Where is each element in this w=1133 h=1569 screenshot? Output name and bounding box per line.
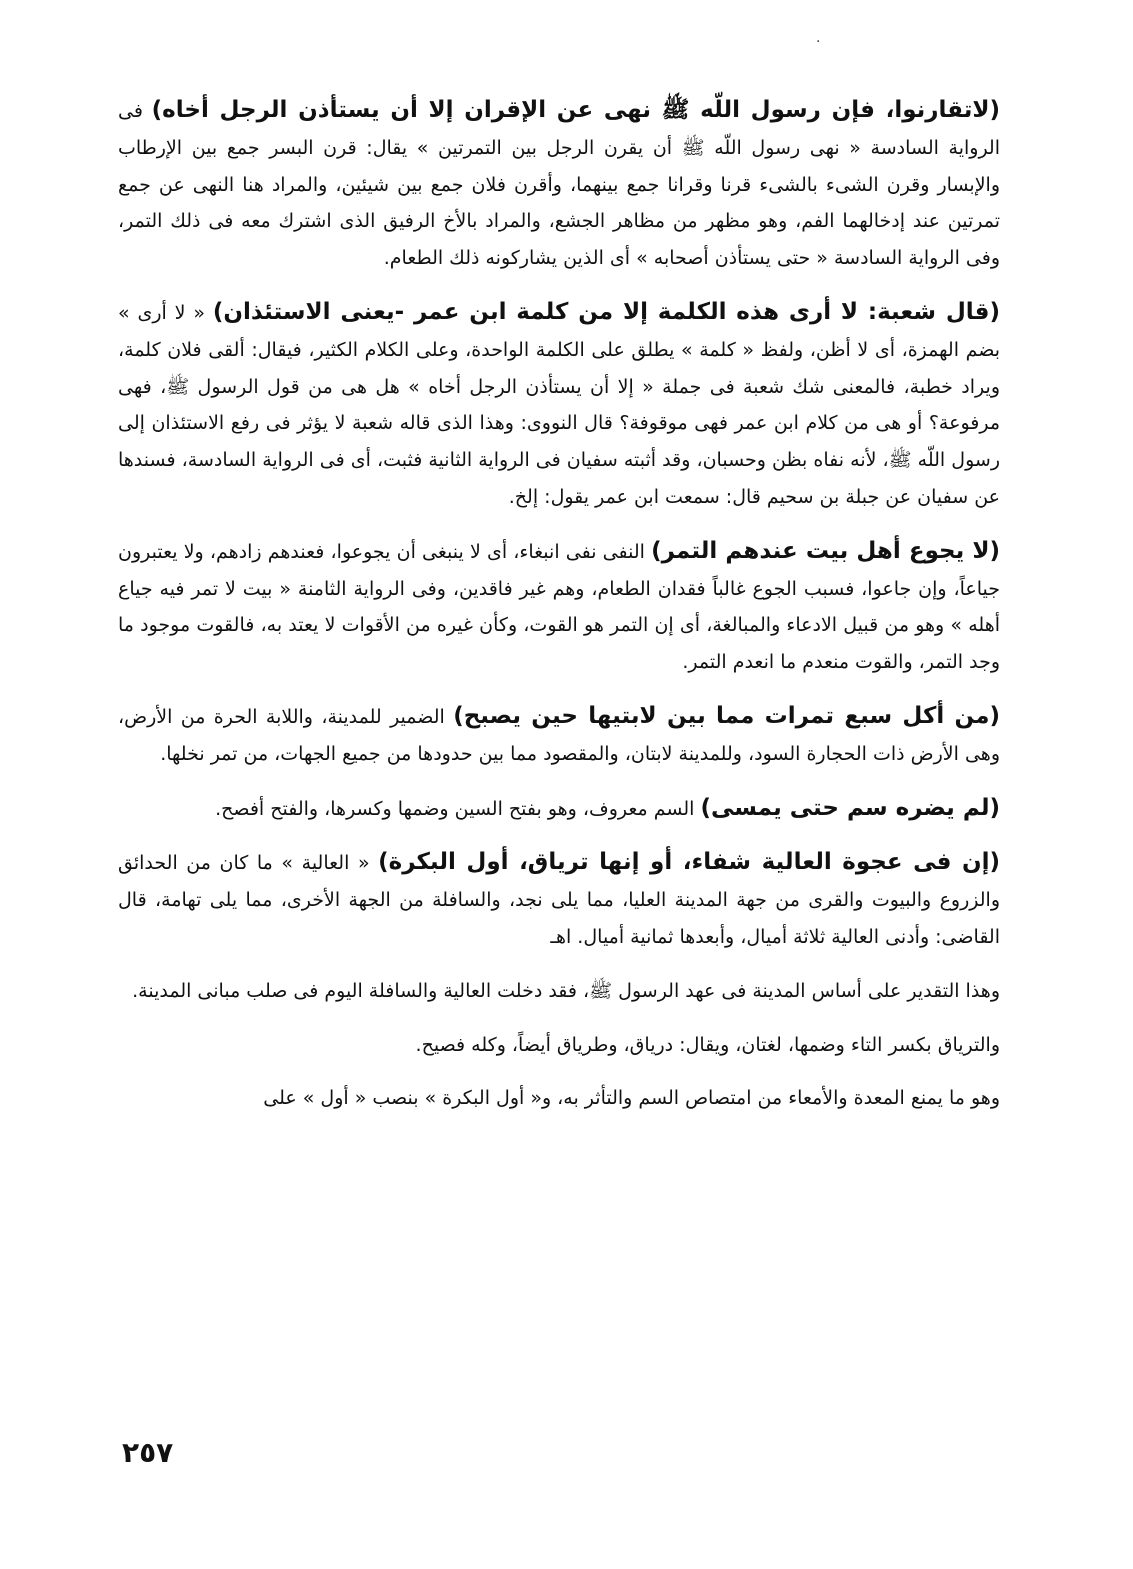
- paragraph-tamr: [118, 533, 1000, 681]
- paragraph-sab-tamarat: [118, 698, 1000, 773]
- page-number: ٢٥٧: [122, 1436, 174, 1469]
- paragraph-body: « العالية » ما كان من الحدائق والزروع والبيوت والقرى من جهة المدينة العليا، مما يلى نجد، والسافلة من الجهة الأخرى، مما يلى تهامة، قال القاضى: وأدنى العالية ثلاثة أميال، وأبعدها ثمانية أميال. اهـ: [118, 852, 1000, 948]
- paragraph-body: فى الرواية السادسة « نهى رسول اللّه ﷺ أن يقرن الرجل بين التمرتين » يقال: قرن البسر جمع بين الإرطاب والإبسار وقرن الشىء بالشىء قرنا وقرانا جمع بينهما، وأقرن فلان جمع بين شيئين، والمراد هنا النهى عن جمع تمرتين عند إدخالهما الفم، وهو مظهر من مظاهر الجشع، والمراد بالأخ الرفيق الذى اشترك معه فى ذلك التمر، وفى الرواية السادسة « حتى يستأذن أصحابه » أى الذين يشاركونه ذلك الطعام.: [118, 100, 1000, 270]
- paragraph-body: النفى نفى انبغاء، أى لا ينبغى أن يجوعوا، فعندهم زادهم، ولا يعتبرون جياعاً، وإن جاعوا، فسبب الجوع غالباً فقدان الطعام، وهم غير فاقدين، وفى الرواية الثامنة « بيت لا تمر فيه جياع أهله » وهو من قبيل الادعاء والمبالغة، أى إن التمر هو القوت، وكأن غيره من الأقوات لا يعتد به، فالقوت موجود ما وجد التمر، والقوت منعدم ما انعدم التمر.: [118, 540, 1000, 674]
- commentary-text: [118, 92, 1000, 1117]
- paragraph-body: والترياق بكسر التاء وضمها، لغتان، ويقال: درياق، وطرياق أيضاً، وكله فصيح.: [415, 1033, 1000, 1056]
- paragraph-body: وهذا التقدير على أساس المدينة فى عهد الرسول ﷺ، فقد دخلت العالية والسافلة اليوم فى صلب مبانى المدينة.: [132, 979, 1000, 1002]
- paragraph-tiryaq: [118, 1027, 1000, 1064]
- paragraph-body: الضمير للمدينة، واللابة الحرة من الأرض، وهى الأرض ذات الحجارة السود، وللمدينة لابتان، والمقصود مما بين حدودها من جميع الجهات، من تمر نخلها.: [118, 705, 1000, 765]
- hadith-heading: (لم يضره سم حتى يمسى): [700, 794, 1000, 821]
- hadith-heading: (إن فى عجوة العالية شفاء، أو إنها ترياق، أول البكرة): [378, 849, 1000, 876]
- hadith-heading: (قال شعبة: لا أرى هذه الكلمة إلا من كلمة ابن عمر -يعنى الاستئذان): [212, 298, 1000, 325]
- paragraph-body: « لا أرى » بضم الهمزة، أى لا أظن، ولفظ « كلمة » يطلق على الكلمة الواحدة، وعلى الكلام الكثير، فيقال: ألقى فلان كلمة، ويراد خطبة، فالمعنى شك شعبة فى جملة « إلا أن يستأذن الرجل أخاه » هل هى من قول الرسول ﷺ، فهى مرفوعة؟ أو هى من كلام ابن عمر فهى موقوفة؟ قال النووى: وهذا الذى قاله شعبة لا يؤثر فى رفع الاستئذان إلى رسول اللّه ﷺ، لأنه نفاه بظن وحسبان، وقد أثبته سفيان فى الرواية الثانية فثبت، أى فى الرواية السادسة، فسندها عن سفيان عن جبلة بن سحيم قال: سمعت ابن عمر يقول: إلخ.: [118, 301, 1000, 508]
- top-mark: .: [816, 30, 821, 46]
- hadith-heading: (لاتقارنوا، فإن رسول اللّه ﷺ نهى عن الإقران إلا أن يستأذن الرجل أخاه): [151, 97, 1000, 123]
- hadith-heading: (لا يجوع أهل بيت عندهم التمر): [651, 537, 1000, 564]
- paragraph-continuation: [118, 1080, 1000, 1117]
- paragraph-shuba: [118, 294, 1000, 516]
- paragraph-body: وهو ما يمنع المعدة والأمعاء من امتصاص السم والتأثر به، و« أول البكرة » بنصب « أول » على: [263, 1087, 1000, 1110]
- paragraph-ajwa: [118, 844, 1000, 955]
- paragraph-summ: [118, 790, 1000, 828]
- paragraph-taqdir: [118, 973, 1000, 1010]
- paragraph-taqarun: [118, 92, 1000, 277]
- hadith-heading: (من أكل سبع تمرات مما بين لابتيها حين يصبح): [453, 702, 1000, 729]
- paragraph-body: السم معروف، وهو بفتح السين وضمها وكسرها، والفتح أفصح.: [215, 797, 701, 820]
